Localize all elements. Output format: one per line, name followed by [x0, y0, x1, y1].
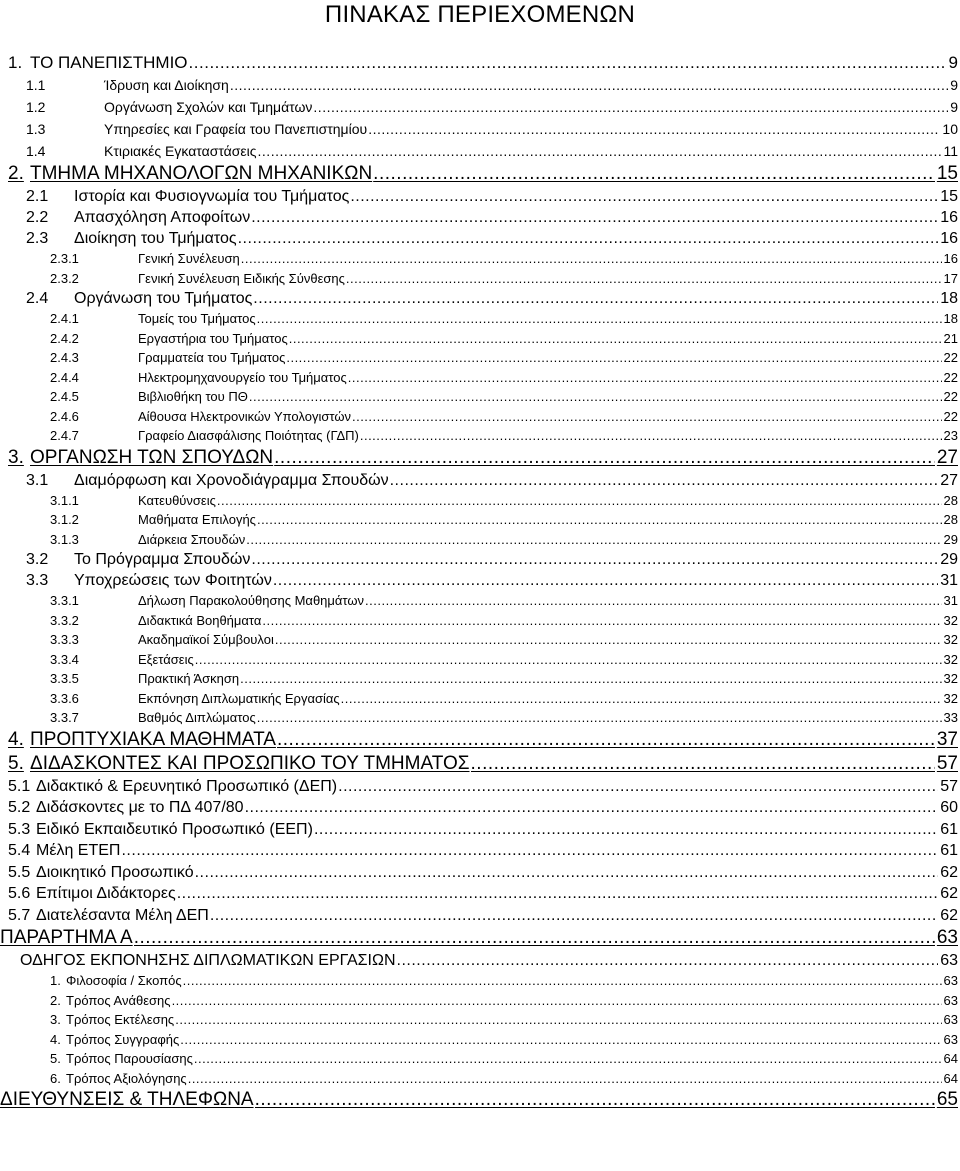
dot-leader — [258, 140, 942, 162]
toc-entry[interactable] — [0, 118, 960, 140]
toc-entry-number: 1.3 — [26, 121, 46, 137]
toc-entry-number: 3. — [8, 446, 24, 468]
toc-entry-title: Υποχρεώσεις των Φοιτητών — [74, 572, 272, 589]
toc-entry[interactable] — [0, 309, 960, 329]
toc-entry-number: 3.3 — [26, 572, 49, 589]
toc-entry[interactable] — [0, 1030, 960, 1050]
toc-entry-number: 3.3.3 — [50, 632, 79, 647]
toc-entry-page: 18 — [943, 311, 958, 326]
toc-entry-number: 5.3 — [8, 820, 31, 838]
toc-entry-page: 27 — [940, 471, 958, 489]
toc-entry-number: 5.7 — [8, 906, 31, 924]
toc-entry-page: 63 — [943, 973, 958, 988]
toc-entry-title: Ηλεκτρομηχανουργείο του Τμήματος — [138, 369, 347, 385]
toc-entry-title: Ίδρυση και Διοίκηση — [104, 77, 229, 93]
toc-entry-page: 21 — [943, 330, 958, 346]
toc-entry-page: 60 — [940, 799, 958, 816]
dot-leader — [230, 74, 948, 96]
toc-entry-number: 5.6 — [8, 885, 31, 902]
toc-entry-page: 57 — [940, 777, 958, 795]
toc-entry-title: Μέλη ΕΤΕΠ — [36, 842, 121, 859]
dot-leader — [346, 269, 942, 289]
toc-entry[interactable] — [0, 368, 960, 388]
toc-entry-number: 5.5 — [8, 863, 31, 881]
toc-entry-number: 2.4.4 — [50, 369, 79, 385]
dot-leader — [360, 426, 942, 446]
dot-leader — [251, 549, 938, 570]
toc-entry-page: 16 — [943, 251, 958, 266]
toc-entry-number: 1.4 — [26, 143, 46, 159]
toc-entry-number: 2.2 — [26, 209, 49, 226]
dot-leader — [262, 611, 941, 631]
toc-entry-number: 2.3.1 — [50, 251, 79, 266]
toc-entry-title: Τομείς του Τμήματος — [138, 311, 256, 326]
dot-leader — [352, 407, 942, 427]
dot-leader — [286, 348, 941, 368]
toc-entry-number: 1.2 — [26, 99, 46, 115]
dot-leader — [313, 96, 948, 118]
toc-entry-page: 61 — [940, 820, 958, 838]
toc-entry-number: 3.1.3 — [50, 531, 79, 547]
toc-entry-page: 15 — [940, 188, 958, 205]
toc-entry[interactable] — [0, 52, 960, 74]
toc-entry-page: 65 — [936, 1089, 958, 1110]
toc-entry-title: Τρόπος Αξιολόγησης — [66, 1070, 187, 1086]
dot-leader — [238, 228, 939, 249]
toc-entry-page: 15 — [936, 163, 958, 184]
toc-entry-title: Διδακτικό & Ερευνητικό Προσωπικό (ΔΕΠ) — [36, 777, 338, 795]
toc-entry-title: Γενική Συνέλευση — [138, 251, 240, 266]
toc-entry-title: Τρόπος Παρουσίασης — [66, 1051, 193, 1066]
dot-leader — [397, 950, 939, 971]
dot-leader — [390, 470, 939, 491]
toc-entry[interactable] — [0, 669, 960, 689]
toc-entry[interactable] — [0, 752, 960, 776]
toc-entry-number: 3.1.1 — [50, 492, 79, 508]
toc-entry[interactable] — [0, 950, 960, 971]
toc-entry[interactable] — [0, 407, 960, 427]
toc-entry[interactable] — [0, 387, 960, 407]
toc-entry-title: Τρόπος Συγγραφής — [66, 1031, 180, 1047]
toc-entry-page: 17 — [943, 270, 958, 286]
toc-entry-number: 3.1.2 — [50, 512, 79, 527]
toc-entry[interactable] — [0, 1088, 960, 1112]
toc-entry-number: 6. — [50, 1070, 61, 1086]
toc-entry-number: 3.3.5 — [50, 671, 79, 686]
toc-entry-title: Ακαδημαϊκοί Σύμβουλοι — [138, 632, 274, 647]
dot-leader — [240, 669, 941, 689]
toc-entry-page: 57 — [936, 752, 958, 774]
toc-entry[interactable] — [0, 570, 960, 591]
toc-entry-page: 22 — [943, 389, 958, 404]
dot-leader — [194, 1049, 942, 1069]
toc-entry-page: 28 — [943, 492, 958, 508]
toc-entry-title: Διαμόρφωση και Χρονοδιάγραμμα Σπουδών — [74, 471, 389, 489]
toc-entry[interactable] — [0, 728, 960, 752]
toc-entry-number: 3.3.2 — [50, 612, 79, 628]
dot-leader — [471, 752, 935, 776]
dot-leader — [274, 446, 935, 470]
toc-entry-title: ΠΡΟΠΤΥΧΙΑΚΑ ΜΑΘΗΜΑΤΑ — [30, 728, 276, 750]
toc-entry[interactable] — [0, 269, 960, 289]
dot-leader — [210, 905, 938, 927]
toc-entry[interactable] — [0, 708, 960, 728]
toc-entry-title: ΔΙΔΑΣΚΟΝΤΕΣ ΚΑΙ ΠΡΟΣΩΠΙΚΟ ΤΟΥ ΤΜΗΜΑΤΟΣ — [30, 752, 470, 774]
toc-entry-title: Βιβλιοθήκη του ΠΘ — [138, 389, 248, 404]
toc-entry[interactable] — [0, 689, 960, 709]
toc-entry-number: 2.1 — [26, 188, 49, 205]
dot-leader — [195, 862, 939, 884]
toc-entry-page: 62 — [940, 906, 958, 924]
toc-entry-page: 33 — [943, 710, 958, 725]
toc-entry-page: 63 — [943, 1031, 958, 1047]
toc-entry-title: Διδάσκοντες με το ΠΔ 407/80 — [36, 799, 244, 816]
toc-entry[interactable] — [0, 530, 960, 550]
toc-entry-number: 2.4.6 — [50, 408, 79, 424]
dot-leader — [314, 819, 938, 841]
toc-entry-title: ΤΜΗΜΑ ΜΗΧΑΝΟΛΟΓΩΝ ΜΗΧΑΝΙΚΩΝ — [30, 163, 373, 184]
dot-leader — [251, 207, 938, 228]
toc-entry-page: 22 — [943, 369, 958, 385]
toc-entry-title: Βαθμός Διπλώματος — [138, 710, 256, 725]
toc-entry-title: ΤΟ ΠΑΝΕΠΙΣΤΗΜΙΟ — [30, 53, 188, 72]
toc-entry-number: 2.4.2 — [50, 330, 79, 346]
toc-entry-number: 3. — [50, 1012, 61, 1027]
toc-entry-title: Τρόπος Εκτέλεσης — [66, 1012, 175, 1027]
toc-entry[interactable] — [0, 1069, 960, 1089]
toc-entry-title: ΟΔΗΓΟΣ ΕΚΠΟΝΗΣΗΣ ΔΙΠΛΩΜΑΤΙΚΩΝ ΕΡΓΑΣΙΩΝ — [20, 952, 396, 969]
dot-leader — [257, 510, 942, 530]
toc-entry[interactable] — [0, 840, 960, 862]
toc-entry-number: 3.3.6 — [50, 690, 79, 706]
toc-entry[interactable] — [0, 883, 960, 905]
toc-entry-title: Τρόπος Ανάθεσης — [66, 992, 171, 1008]
toc-entry-number: 2.4.3 — [50, 350, 79, 365]
toc-entry-page: 22 — [943, 350, 958, 365]
toc-entry-page: 28 — [943, 512, 958, 527]
toc-entry-number: 2.3.2 — [50, 270, 79, 286]
toc-entry[interactable] — [0, 611, 960, 631]
dot-leader — [257, 708, 942, 728]
toc-entry[interactable] — [0, 207, 960, 228]
dot-leader — [180, 1030, 941, 1050]
dot-leader — [289, 329, 942, 349]
toc-entry-number: 5.4 — [8, 842, 31, 859]
dot-leader — [177, 883, 938, 905]
toc-entry[interactable] — [0, 549, 960, 570]
toc-entry-page: 63 — [943, 992, 958, 1008]
toc-entry[interactable] — [0, 776, 960, 798]
dot-leader — [249, 387, 942, 407]
dot-leader — [175, 1010, 941, 1030]
toc-entry-title: ΟΡΓΑΝΩΣΗ ΤΩΝ ΣΠΟΥΔΩΝ — [30, 446, 274, 468]
dot-leader — [273, 570, 938, 591]
toc-entry-page: 64 — [943, 1070, 958, 1086]
toc-entry-page: 64 — [943, 1051, 958, 1066]
dot-leader — [188, 1069, 942, 1089]
toc-entry[interactable] — [0, 591, 960, 611]
toc-entry-page: 16 — [940, 230, 958, 247]
toc-entry-page: 10 — [942, 121, 958, 137]
toc-entry-number: 5. — [50, 1051, 61, 1066]
toc-entry[interactable] — [0, 329, 960, 349]
toc-entry[interactable] — [0, 74, 960, 96]
toc-entry-title: Διατελέσαντα Μέλη ΔΕΠ — [36, 906, 209, 924]
toc-entry[interactable] — [0, 630, 960, 650]
dot-leader — [255, 1088, 935, 1112]
dot-leader — [134, 926, 935, 950]
toc-entry-number: 3.3.1 — [50, 593, 79, 608]
toc-entry-page: 63 — [936, 927, 958, 948]
toc-entry-title: Κατευθύνσεις — [138, 492, 216, 508]
toc-entry-number: 3.3.7 — [50, 710, 79, 725]
toc-entry[interactable] — [0, 228, 960, 249]
toc-entry-title: ΔΙΕΥΘΥΝΣΕΙΣ & ΤΗΛΕΦΩΝΑ — [0, 1089, 254, 1110]
toc-entry-page: 11 — [943, 143, 958, 159]
toc-entry-title: Διάρκεια Σπουδών — [138, 531, 246, 547]
toc-entry-title: Το Πρόγραμμα Σπουδών — [74, 551, 251, 568]
toc-entry[interactable] — [0, 186, 960, 207]
dot-leader — [217, 491, 942, 511]
toc-entry-number: 3.2 — [26, 551, 49, 568]
toc-entry-title: Αίθουσα Ηλεκτρονικών Υπολογιστών — [138, 408, 351, 424]
dot-leader — [277, 728, 935, 752]
dot-leader — [189, 52, 947, 74]
dot-leader — [373, 162, 935, 186]
dot-leader — [183, 971, 942, 991]
dot-leader — [365, 591, 942, 611]
dot-leader — [257, 309, 942, 329]
dot-leader — [368, 118, 940, 140]
toc-entry[interactable] — [0, 426, 960, 446]
toc-entry[interactable] — [0, 991, 960, 1011]
dot-leader — [341, 689, 942, 709]
dot-leader — [245, 797, 939, 819]
toc-entry-page: 22 — [943, 408, 958, 424]
toc-entry-page: 29 — [943, 531, 958, 547]
toc-entry-title: Διοικητικό Προσωπικό — [36, 863, 194, 881]
toc-entry[interactable] — [0, 1049, 960, 1069]
toc-entry-title: Γενική Συνέλευση Ειδικής Σύνθεσης — [138, 270, 345, 286]
toc-entry-title: Φιλοσοφία / Σκοπός — [66, 973, 182, 988]
dot-leader — [338, 776, 938, 798]
toc-entry-title: Πρακτική Άσκηση — [138, 671, 240, 686]
toc-entry[interactable] — [0, 288, 960, 309]
toc-entry-page: 61 — [940, 842, 958, 859]
toc-entry-number: 2.4.1 — [50, 311, 79, 326]
toc-entry-title: Δήλωση Παρακολούθησης Μαθημάτων — [138, 593, 365, 608]
toc-entry[interactable] — [0, 650, 960, 670]
toc-entry-number: 2.4.7 — [50, 428, 79, 443]
toc-entry-number: 1. — [8, 53, 23, 72]
dot-leader — [246, 530, 941, 550]
toc-entry-page: 9 — [950, 99, 958, 115]
toc-entry[interactable] — [0, 140, 960, 162]
toc-entry-page: 62 — [940, 863, 958, 881]
toc-entry-page: 16 — [940, 209, 958, 226]
toc-entry-title: Διδακτικά Βοηθήματα — [138, 612, 262, 628]
toc-entry[interactable] — [0, 470, 960, 491]
dot-leader — [172, 991, 942, 1011]
toc-entry-title: Επίτιμοι Διδάκτορες — [36, 885, 176, 902]
toc-entry[interactable] — [0, 491, 960, 511]
dot-leader — [348, 368, 942, 388]
toc-title: ΠΙΝΑΚΑΣ ΠΕΡΙΕΧΟΜΕΝΩΝ — [324, 1, 636, 28]
toc-entry-number: 4. — [50, 1031, 61, 1047]
toc-entry[interactable] — [0, 926, 960, 950]
toc-entry-number: 5. — [8, 752, 24, 774]
toc-entry-number: 5.2 — [8, 799, 31, 816]
toc-entry[interactable] — [0, 819, 960, 841]
toc-entry[interactable] — [0, 862, 960, 884]
toc-entry-number: 1.1 — [26, 77, 46, 93]
toc-entry-number: 5.1 — [8, 777, 31, 795]
toc-entry-page: 32 — [943, 671, 958, 686]
toc-entry-number: 2.4.5 — [50, 389, 79, 404]
toc-entry-page: 32 — [943, 690, 958, 706]
toc-entry-title: Ειδικό Εκπαιδευτικό Προσωπικό (ΕΕΠ) — [36, 820, 313, 838]
toc-entry-page: 27 — [936, 446, 958, 468]
toc-entry-number: 3.3.4 — [50, 651, 79, 667]
toc-entry-title: Υπηρεσίες και Γραφεία του Πανεπιστημίου — [104, 121, 368, 137]
dot-leader — [241, 249, 942, 269]
toc-entry-title: Διοίκηση του Τμήματος — [74, 230, 237, 247]
toc-entry-number: 2.3 — [26, 230, 49, 247]
toc-entry-number: 4. — [8, 728, 24, 750]
dot-leader — [275, 630, 942, 650]
toc-entry-number: 2. — [50, 992, 61, 1008]
toc-entry-title: Γραμματεία του Τμήματος — [138, 350, 286, 365]
toc-entry-page: 29 — [940, 551, 958, 568]
toc-entry-page: 31 — [943, 593, 958, 608]
dot-leader — [253, 288, 938, 309]
toc-entry-number: 3.1 — [26, 471, 49, 489]
toc-entry[interactable] — [0, 348, 960, 368]
toc-entry-page: 32 — [943, 632, 958, 647]
toc-entry[interactable] — [0, 971, 960, 991]
toc-entry-page: 63 — [943, 1012, 958, 1027]
toc-entry-title: Μαθήματα Επιλογής — [138, 512, 256, 527]
toc-entry-number: 2. — [8, 163, 24, 184]
toc-entry-title: Γραφείο Διασφάλισης Ποιότητας (ΓΔΠ) — [138, 428, 359, 443]
toc-entry[interactable] — [0, 797, 960, 819]
toc-entry-page: 9 — [950, 77, 958, 93]
toc-entry[interactable] — [0, 446, 960, 470]
toc-entry-title: Οργάνωση Σχολών και Τμημάτων — [104, 99, 313, 115]
toc-entry[interactable] — [0, 510, 960, 530]
toc-entry-number: 1. — [50, 973, 61, 988]
toc-entry[interactable] — [0, 1010, 960, 1030]
toc-entry-title: Εκπόνηση Διπλωματικής Εργασίας — [138, 690, 340, 706]
toc-entry-title: Ιστορία και Φυσιογνωμία του Τμήματος — [74, 188, 350, 205]
dot-leader — [350, 186, 938, 207]
toc-entry-page: 9 — [948, 53, 958, 72]
toc-entry-title: ΠΑΡΑΡΤΗΜΑ Α — [0, 927, 133, 948]
toc-entry-page: 63 — [940, 952, 958, 969]
toc-entry-title: Εργαστήρια του Τμήματος — [138, 330, 288, 346]
toc-entry-title: Απασχόληση Αποφοίτων — [74, 209, 251, 226]
toc-entry[interactable] — [0, 96, 960, 118]
dot-leader — [121, 840, 938, 862]
dot-leader — [195, 650, 942, 670]
toc-entry-title: Κτιριακές Εγκαταστάσεις — [104, 143, 257, 159]
toc-entry-title: Οργάνωση του Τμήματος — [74, 290, 253, 307]
toc-entry-number: 2.4 — [26, 290, 49, 307]
toc-entry[interactable] — [0, 162, 960, 186]
toc-entry-page: 62 — [940, 885, 958, 902]
toc-entry-page: 18 — [940, 290, 958, 307]
toc-entry-page: 32 — [943, 612, 958, 628]
toc-entry-page: 31 — [940, 572, 958, 589]
toc-entry-page: 32 — [943, 651, 958, 667]
toc-entry-page: 37 — [936, 728, 958, 750]
toc-entry-title: Εξετάσεις — [138, 651, 194, 667]
toc-entry[interactable] — [0, 905, 960, 927]
toc-entry[interactable] — [0, 249, 960, 269]
toc-entry-page: 23 — [943, 428, 958, 443]
